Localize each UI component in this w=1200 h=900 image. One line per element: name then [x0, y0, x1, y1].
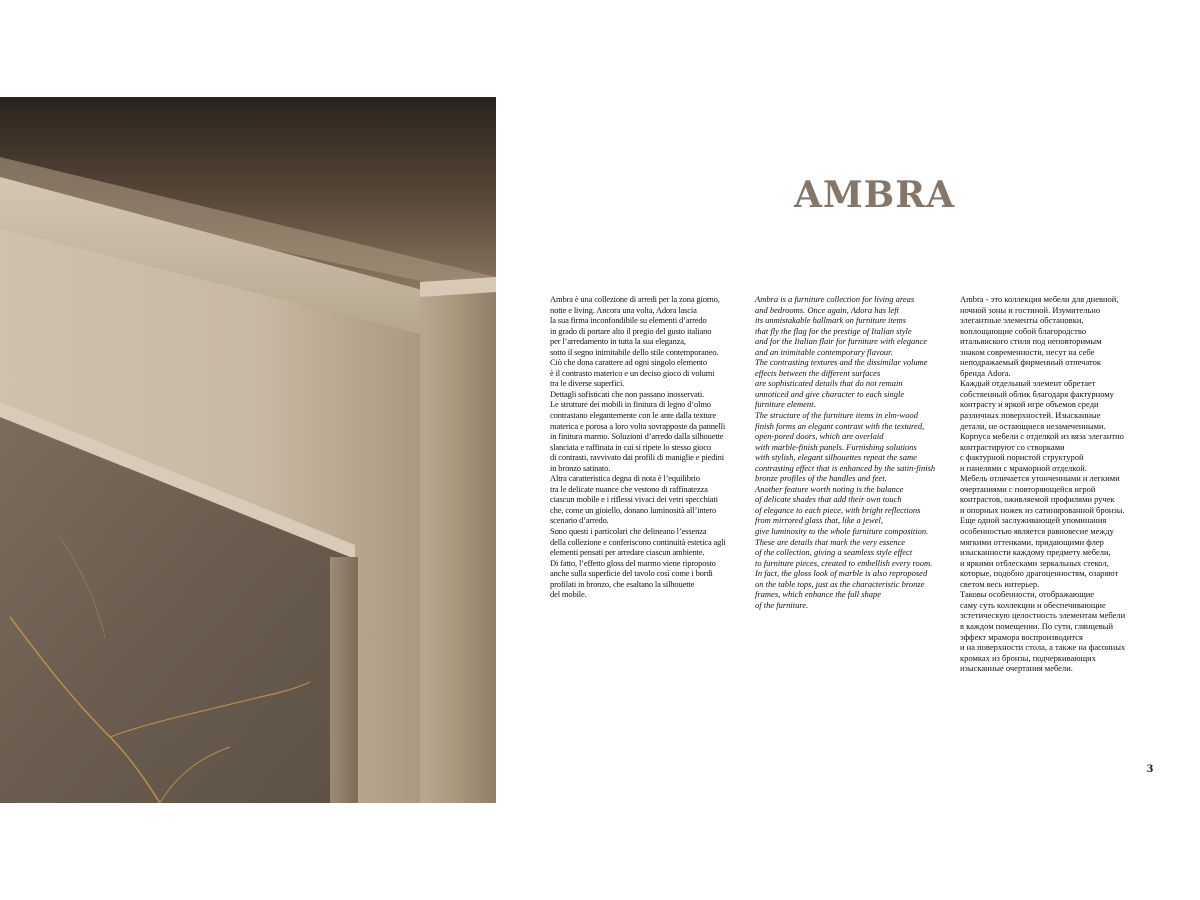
- furniture-detail-photo: [0, 97, 496, 803]
- page-number: 3: [1146, 764, 1154, 775]
- furniture-detail-illustration: [0, 97, 496, 803]
- text-column-russian: [960, 294, 1160, 674]
- page-title: AMBRA: [794, 174, 956, 216]
- russian-text: Ambra - это коллекция мебели для дневной, ночной зоны и гостиной. Изумительно элегантные элементы обстановки, воплощающие собой благородство итальянского стиля под неповторимым знаком современности, несут на себе неподражаемый фирменный отпечаток бренда Adora. Каждый отдельный элемент обретает собственный облик благодаря фактурному контрасту и яркой игре объемов среди различных поверхностей. Изысканные детали, не остающиеся незамеченными. Корпуса мебели с отделкой из вяза элегантно контрастируют со створками с фактурной пористой структурой и панелями с мраморной отделкой. Мебель отличается утонченными и легкими очертаниями с повторяющейся игрой контрастов, оживляемой профилями ручек и опорных ножек из сатинированной бронзы. Еще одной заслуживающей упоминания особенностью является равновесие между мягкими оттенками, придающими флер изысканности каждому предмету мебели, и яркими отблесками зеркальных стекол, которые, подобно драгоценностям, озаряют светом весь интерьер. Таковы особенности, отображающие саму суть коллекции и обеспечивающие эстетическую целостность элементам мебели в каждом помещении. По сути, глянцевый эффект мрамора воспроизводится и на поверхности стола, а также на фасонных кромках из бронзы, подчеркивающих изысканные очертания мебели.: [960, 294, 1126, 674]
- italian-text: Ambra è una collezione di arredi per la zona giorno, notte e living. Ancora una volta, Adora lascia la sua firma inconfondibile su elementi d’arredo in grado di portare alto il pregio del gusto italiano per l’arredamento in tutta la sua eleganza, sotto il segno inimitabile dello stile contemporaneo. Ciò che dona carattere ad ogni singolo elemento è il contrasto materico e un deciso gioco di volumi tra le diverse superfici. Dettagli sofisticati che non passano inosservati. Le strutture dei mobili in finitura di legno d’olmo contrastano elegantemente con le ante dalla texture materica e porosa a loro volta sovrapposte da pannelli in finitura marmo. Soluzioni d’arredo dalla silhouette slanciata e raffinata in cui si ripete lo stesso gioco di contrasti, ravvivato dai profili di maniglie e piedini in bronzo satinato. Altra caratteristica degna di nota è l’equilibrio tra le delicate nuance che vestono di raffinatezza ciascun mobile e i riflessi vivaci dei vetri specchiati che, come un gioiello, donano luminosità all’intero scenario d’arredo. Sono questi i particolari che delineano l’essenza della collezione e conferiscono continuità estetica agli elementi pensati per arredare ciascun ambiente. Di fatto, l’effetto gloss del marmo viene riproposto anche sulla superficie del tavolo così come i bordi profilati in bronzo, che esaltano la silhouette del mobile.: [550, 294, 726, 600]
- text-column-italian: [550, 294, 750, 600]
- english-text: Ambra is a furniture collection for living areas and bedrooms. Once again, Adora has left its unmistakable hallmark on furniture items that fly the flag for the prestige of Italian style and for the Italian flair for furniture with elegance and an inimitable contemporary flavour. The contrasting textures and the dissimilar volume effects between the different surfaces are sophisticated details that do not remain unnoticed and give character to each single furniture element. The structure of the furniture items in elm-wood finish forms an elegant contrast with the textured, open-pored doors, which are overlaid with marble-finish panels. Furnishing solutions with stylish, elegant silhouettes repeat the same contrasting effect that is enhanced by the satin-finish bronze profiles of the handles and feet. Another feature worth noting is the balance of delicate shades that add their own touch of elegance to each piece, with bright reflections from mirrored glass that, like a jewel, give luminosity to the whole furniture composition. These are details that mark the very essence of the collection, giving a seamless style effect to furniture pieces, created to embellish every room. In fact, the gloss look of marble is also reproposed on the table tops, just as the characteristic bronze frames, which enhance the full shape of the furniture.: [755, 294, 936, 610]
- text-column-english: [755, 294, 955, 610]
